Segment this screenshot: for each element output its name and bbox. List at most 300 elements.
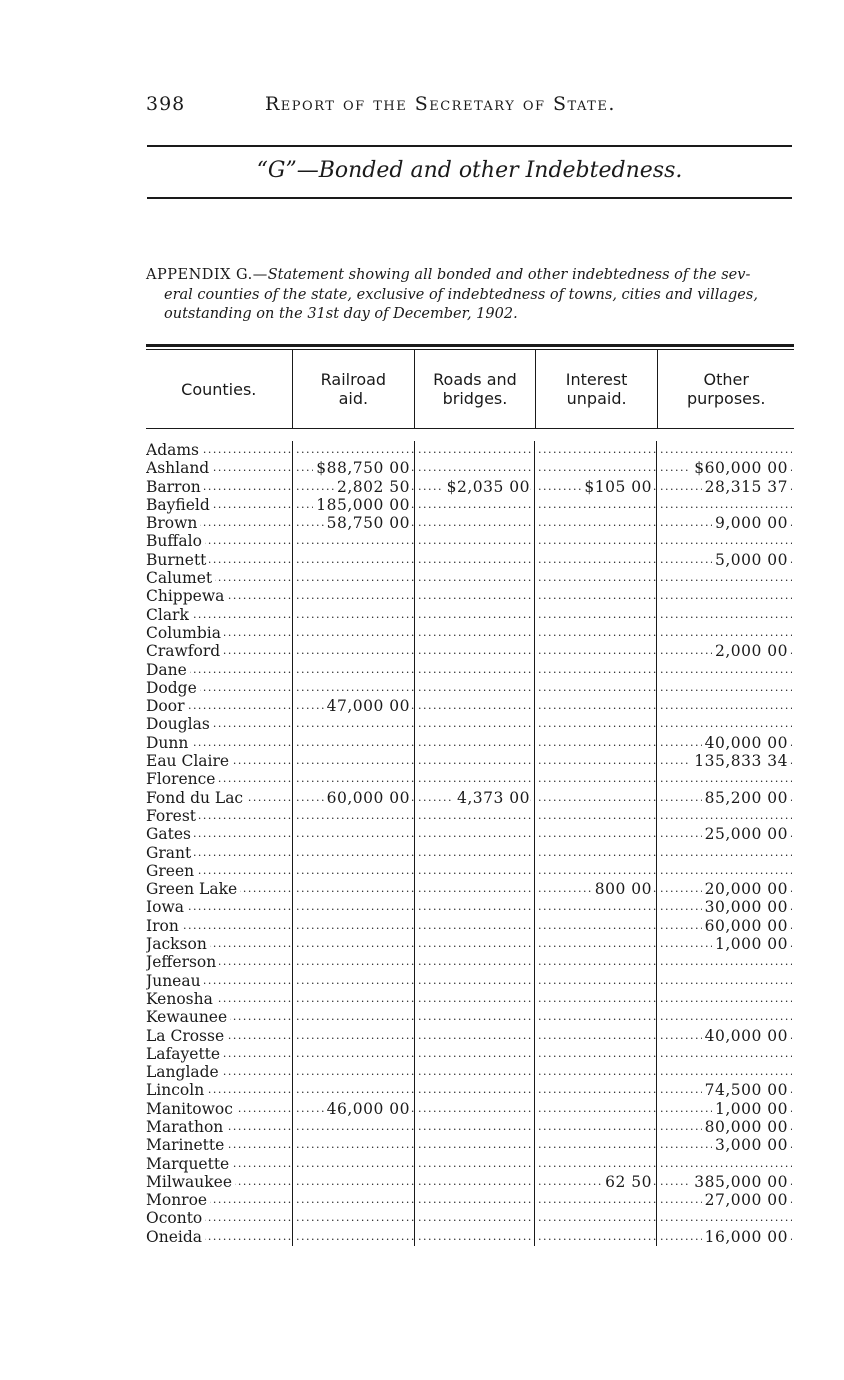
indebtedness-table <box>146 344 794 1246</box>
table-row <box>146 752 794 770</box>
interest-cell <box>534 1008 656 1026</box>
county-cell <box>146 734 292 752</box>
county-cell <box>146 935 292 953</box>
railroad-cell <box>292 697 414 715</box>
county-cell <box>146 697 292 715</box>
other-value: 60,000 00 <box>702 917 788 935</box>
county-name: La Crosse <box>146 1027 227 1045</box>
roads-cell <box>414 441 534 459</box>
other-cell <box>656 1155 792 1173</box>
other-cell <box>656 441 792 459</box>
county-cell <box>146 606 292 624</box>
table-row <box>146 569 794 587</box>
column-header-counties: Counties. <box>181 379 257 399</box>
county-cell <box>146 825 292 843</box>
roads-cell <box>414 1100 534 1118</box>
interest-cell <box>534 1173 656 1191</box>
county-cell <box>146 1081 292 1099</box>
railroad-cell <box>292 1155 414 1173</box>
other-value: 80,000 00 <box>702 1118 788 1136</box>
table-row <box>146 1008 794 1026</box>
railroad-cell <box>292 1228 414 1246</box>
county-cell <box>146 1173 292 1191</box>
county-name: Kewaunee <box>146 1008 230 1026</box>
table-row <box>146 624 794 642</box>
interest-cell <box>534 606 656 624</box>
other-value: 28,315 37 <box>702 478 788 496</box>
column-header-interest: Interest unpaid. <box>535 350 658 428</box>
county-cell <box>146 478 292 496</box>
table-row <box>146 551 794 569</box>
county-name: Adams <box>146 441 202 459</box>
other-cell <box>656 496 792 514</box>
roads-cell <box>414 1173 534 1191</box>
county-name: Langlade <box>146 1063 222 1081</box>
railroad-cell <box>292 1191 414 1209</box>
other-value: 16,000 00 <box>702 1228 788 1246</box>
table-row <box>146 1045 794 1063</box>
county-name: Oneida <box>146 1228 205 1246</box>
other-value: 25,000 00 <box>702 825 788 843</box>
railroad-cell <box>292 990 414 1008</box>
county-name: Door <box>146 697 188 715</box>
county-name: Columbia <box>146 624 224 642</box>
table-row <box>146 496 794 514</box>
railroad-cell <box>292 734 414 752</box>
interest-value: 62 50 <box>602 1173 652 1191</box>
county-name: Green Lake <box>146 880 240 898</box>
railroad-cell <box>292 898 414 916</box>
roads-cell <box>414 1045 534 1063</box>
county-name: Iowa <box>146 898 187 916</box>
county-cell <box>146 1008 292 1026</box>
railroad-cell <box>292 825 414 843</box>
railroad-value: 46,000 00 <box>324 1100 410 1118</box>
appendix-line-1: Statement showing all bonded and other indebtedness of the sev- <box>267 267 751 283</box>
other-cell <box>656 1008 792 1026</box>
interest-cell <box>534 1081 656 1099</box>
table-top-rule <box>146 344 794 347</box>
county-cell <box>146 679 292 697</box>
table-row <box>146 789 794 807</box>
table-row <box>146 898 794 916</box>
interest-cell <box>534 441 656 459</box>
other-cell <box>656 551 792 569</box>
county-cell <box>146 587 292 605</box>
railroad-value: 47,000 00 <box>324 697 410 715</box>
roads-cell <box>414 807 534 825</box>
interest-cell <box>534 770 656 788</box>
other-cell <box>656 825 792 843</box>
county-cell <box>146 624 292 642</box>
table-row <box>146 935 794 953</box>
county-name: Douglas <box>146 715 213 733</box>
roads-cell <box>414 1008 534 1026</box>
other-cell <box>656 917 792 935</box>
roads-cell <box>414 1209 534 1227</box>
county-cell <box>146 880 292 898</box>
county-name: Manitowoc <box>146 1100 236 1118</box>
roads-cell <box>414 1228 534 1246</box>
county-name: Clark <box>146 606 192 624</box>
interest-cell <box>534 953 656 971</box>
interest-cell <box>534 1118 656 1136</box>
railroad-cell <box>292 953 414 971</box>
other-value: 74,500 00 <box>702 1081 788 1099</box>
railroad-cell <box>292 1118 414 1136</box>
county-cell <box>146 807 292 825</box>
roads-cell <box>414 972 534 990</box>
other-value: 385,000 00 <box>691 1173 788 1191</box>
interest-cell <box>534 642 656 660</box>
roads-cell <box>414 825 534 843</box>
county-cell <box>146 569 292 587</box>
county-name: Marquette <box>146 1155 232 1173</box>
other-value: 40,000 00 <box>702 1027 788 1045</box>
table-row <box>146 1209 794 1227</box>
column-header-other: Other purposes. <box>657 350 794 428</box>
interest-cell <box>534 734 656 752</box>
interest-cell <box>534 1136 656 1154</box>
other-cell <box>656 478 792 496</box>
table-row <box>146 441 794 459</box>
railroad-cell <box>292 624 414 642</box>
interest-cell <box>534 496 656 514</box>
table-row <box>146 844 794 862</box>
other-cell <box>656 587 792 605</box>
other-cell <box>656 532 792 550</box>
interest-cell <box>534 587 656 605</box>
roads-cell <box>414 953 534 971</box>
county-cell <box>146 844 292 862</box>
roads-cell <box>414 935 534 953</box>
table-row <box>146 862 794 880</box>
interest-cell <box>534 1191 656 1209</box>
roads-cell <box>414 478 534 496</box>
interest-cell <box>534 569 656 587</box>
railroad-cell <box>292 844 414 862</box>
roads-cell <box>414 1027 534 1045</box>
railroad-cell <box>292 807 414 825</box>
county-cell <box>146 1100 292 1118</box>
roads-cell <box>414 880 534 898</box>
other-cell <box>656 679 792 697</box>
interest-cell <box>534 1063 656 1081</box>
table-row <box>146 715 794 733</box>
interest-cell <box>534 862 656 880</box>
appendix-line-3: outstanding on the 31st day of December, 1902. <box>164 306 518 322</box>
county-cell <box>146 1191 292 1209</box>
table-header <box>146 350 794 429</box>
county-cell <box>146 642 292 660</box>
table-row <box>146 1155 794 1173</box>
county-cell <box>146 551 292 569</box>
railroad-cell <box>292 569 414 587</box>
other-cell <box>656 935 792 953</box>
railroad-cell <box>292 514 414 532</box>
county-cell <box>146 789 292 807</box>
county-cell <box>146 1209 292 1227</box>
appendix-line-2: eral counties of the state, exclusive of indebtedness of towns, cities and villages, <box>164 286 758 303</box>
section-title: “G”—Bonded and other Indebtedness. <box>256 158 683 183</box>
other-value: 27,000 00 <box>702 1191 788 1209</box>
interest-cell <box>534 478 656 496</box>
county-name: Jackson <box>146 935 210 953</box>
county-name: Barron <box>146 478 204 496</box>
table-row <box>146 770 794 788</box>
railroad-cell <box>292 532 414 550</box>
roads-cell <box>414 1155 534 1173</box>
column-header-roads: Roads and bridges. <box>414 350 535 428</box>
railroad-value: 58,750 00 <box>324 514 410 532</box>
roads-cell <box>414 496 534 514</box>
other-value: 5,000 00 <box>712 551 788 569</box>
interest-cell <box>534 551 656 569</box>
other-value: 20,000 00 <box>702 880 788 898</box>
roads-cell <box>414 770 534 788</box>
other-value: 1,000 00 <box>712 1100 788 1118</box>
roads-cell <box>414 642 534 660</box>
interest-cell <box>534 917 656 935</box>
county-cell <box>146 1027 292 1045</box>
county-name: Dane <box>146 661 190 679</box>
county-name: Buffalo <box>146 532 205 550</box>
table-row <box>146 972 794 990</box>
roads-cell <box>414 917 534 935</box>
interest-value: $105 00 <box>581 478 652 496</box>
other-cell <box>656 807 792 825</box>
table-row <box>146 587 794 605</box>
table-row <box>146 1027 794 1045</box>
county-name: Crawford <box>146 642 223 660</box>
county-cell <box>146 441 292 459</box>
roads-cell <box>414 697 534 715</box>
roads-cell <box>414 624 534 642</box>
other-value: 1,000 00 <box>712 935 788 953</box>
table-row <box>146 514 794 532</box>
county-name: Marinette <box>146 1136 227 1154</box>
other-cell <box>656 1081 792 1099</box>
other-value: 40,000 00 <box>702 734 788 752</box>
roads-cell <box>414 1191 534 1209</box>
county-name: Iron <box>146 917 182 935</box>
county-name: Calumet <box>146 569 215 587</box>
county-name: Forest <box>146 807 199 825</box>
roads-cell <box>414 514 534 532</box>
railroad-cell <box>292 862 414 880</box>
railroad-value: $88,750 00 <box>313 459 410 477</box>
railroad-cell <box>292 935 414 953</box>
roads-cell <box>414 752 534 770</box>
county-cell <box>146 1063 292 1081</box>
other-cell <box>656 862 792 880</box>
county-name: Marathon <box>146 1118 226 1136</box>
county-cell <box>146 532 292 550</box>
railroad-cell <box>292 1136 414 1154</box>
county-name: Dodge <box>146 679 200 697</box>
roads-value: $2,035 00 <box>444 478 530 496</box>
railroad-cell <box>292 1027 414 1045</box>
table-row <box>146 1191 794 1209</box>
county-name: Chippewa <box>146 587 227 605</box>
other-cell <box>656 844 792 862</box>
running-head-text: Report of the Secretary of State. <box>265 93 616 115</box>
railroad-cell <box>292 770 414 788</box>
other-cell <box>656 990 792 1008</box>
county-cell <box>146 770 292 788</box>
interest-cell <box>534 697 656 715</box>
interest-cell <box>534 1045 656 1063</box>
railroad-cell <box>292 551 414 569</box>
roads-cell <box>414 1063 534 1081</box>
other-cell <box>656 606 792 624</box>
interest-cell <box>534 990 656 1008</box>
county-cell <box>146 459 292 477</box>
railroad-cell <box>292 661 414 679</box>
table-row <box>146 1118 794 1136</box>
table-row <box>146 1228 794 1246</box>
railroad-cell <box>292 789 414 807</box>
county-name: Milwaukee <box>146 1173 235 1191</box>
county-cell <box>146 898 292 916</box>
other-cell <box>656 734 792 752</box>
roads-cell <box>414 1136 534 1154</box>
interest-cell <box>534 1155 656 1173</box>
roads-cell <box>414 898 534 916</box>
railroad-cell <box>292 679 414 697</box>
railroad-cell <box>292 880 414 898</box>
table-row <box>146 606 794 624</box>
other-cell <box>656 898 792 916</box>
interest-cell <box>534 1228 656 1246</box>
table-row <box>146 807 794 825</box>
table-row <box>146 642 794 660</box>
interest-cell <box>534 1100 656 1118</box>
railroad-value: 60,000 00 <box>324 789 410 807</box>
table-row <box>146 1100 794 1118</box>
railroad-cell <box>292 1008 414 1026</box>
roads-cell <box>414 1118 534 1136</box>
county-name: Green <box>146 862 197 880</box>
appendix-lead: APPENDIX G.— <box>146 267 268 283</box>
other-value: 85,200 00 <box>702 789 788 807</box>
interest-cell <box>534 1027 656 1045</box>
title-rule <box>147 197 792 199</box>
roads-cell <box>414 1081 534 1099</box>
table-row <box>146 1063 794 1081</box>
railroad-cell <box>292 478 414 496</box>
other-cell <box>656 789 792 807</box>
county-cell <box>146 514 292 532</box>
running-head <box>265 93 616 115</box>
other-cell <box>656 1228 792 1246</box>
other-cell <box>656 661 792 679</box>
roads-cell <box>414 862 534 880</box>
table-row <box>146 825 794 843</box>
table-row <box>146 917 794 935</box>
railroad-cell <box>292 441 414 459</box>
county-cell <box>146 1228 292 1246</box>
appendix-caption <box>146 266 796 325</box>
interest-cell <box>534 898 656 916</box>
table-row <box>146 697 794 715</box>
county-cell <box>146 1118 292 1136</box>
county-name: Kenosha <box>146 990 216 1008</box>
railroad-cell <box>292 642 414 660</box>
other-value: 30,000 00 <box>702 898 788 916</box>
other-cell <box>656 1191 792 1209</box>
railroad-cell <box>292 606 414 624</box>
county-name: Oconto <box>146 1209 205 1227</box>
railroad-cell <box>292 1173 414 1191</box>
table-row <box>146 478 794 496</box>
railroad-cell <box>292 496 414 514</box>
other-cell <box>656 697 792 715</box>
county-name: Bayfield <box>146 496 213 514</box>
county-name: Fond du Lac <box>146 789 246 807</box>
roads-cell <box>414 990 534 1008</box>
page-number: 398 <box>146 93 186 115</box>
table-row <box>146 880 794 898</box>
other-cell <box>656 752 792 770</box>
other-cell <box>656 715 792 733</box>
interest-cell <box>534 661 656 679</box>
county-name: Lincoln <box>146 1081 207 1099</box>
railroad-value: 185,000 00 <box>313 496 410 514</box>
roads-cell <box>414 606 534 624</box>
county-cell <box>146 661 292 679</box>
county-name: Dunn <box>146 734 191 752</box>
interest-cell <box>534 825 656 843</box>
other-value: 135,833 34 <box>691 752 788 770</box>
other-cell <box>656 624 792 642</box>
county-name: Monroe <box>146 1191 210 1209</box>
county-cell <box>146 862 292 880</box>
roads-cell <box>414 734 534 752</box>
roads-cell <box>414 789 534 807</box>
other-cell <box>656 880 792 898</box>
interest-cell <box>534 679 656 697</box>
other-cell <box>656 1118 792 1136</box>
other-cell <box>656 514 792 532</box>
table-row <box>146 990 794 1008</box>
other-cell <box>656 642 792 660</box>
county-name: Burnett <box>146 551 209 569</box>
table-row <box>146 1136 794 1154</box>
interest-cell <box>534 807 656 825</box>
roads-cell <box>414 715 534 733</box>
other-cell <box>656 1027 792 1045</box>
other-value: $60,000 00 <box>691 459 788 477</box>
interest-cell <box>534 789 656 807</box>
table-row <box>146 532 794 550</box>
interest-cell <box>534 514 656 532</box>
roads-value: 4,373 00 <box>454 789 530 807</box>
other-cell <box>656 1173 792 1191</box>
table-row <box>146 734 794 752</box>
interest-cell <box>534 844 656 862</box>
railroad-cell <box>292 972 414 990</box>
county-name: Lafayette <box>146 1045 223 1063</box>
table-row <box>146 1173 794 1191</box>
county-cell <box>146 1136 292 1154</box>
table-body <box>146 441 794 1246</box>
table-row <box>146 1081 794 1099</box>
county-name: Jefferson <box>146 953 219 971</box>
railroad-cell <box>292 917 414 935</box>
railroad-cell <box>292 1045 414 1063</box>
other-cell <box>656 1045 792 1063</box>
